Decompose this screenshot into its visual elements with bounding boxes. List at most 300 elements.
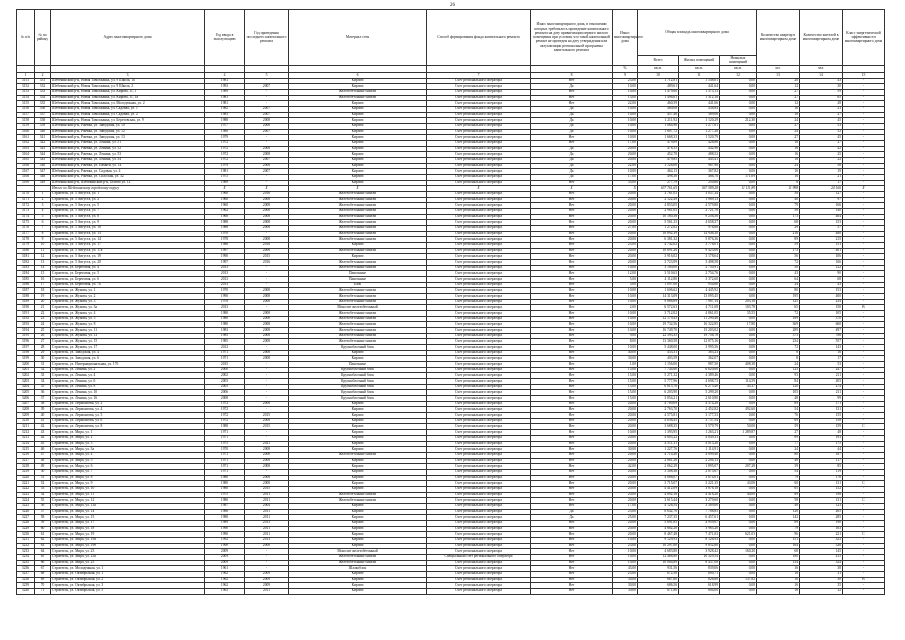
cell-wear-pct: 10,00 [613,311,638,317]
cell-area-total: 1 084,96 [638,123,679,129]
cell-wear-pct: 20,00 [613,214,638,220]
cell-year-built: 1980 [205,311,245,317]
cell-efficiency: - [843,333,885,339]
cell-year-last-repair: - [245,345,289,351]
cell-residents: 42 [800,146,843,152]
cell-n-raion: 55 [35,498,51,504]
cell-fund-method: Счет регионального оператора [427,322,531,328]
header-area-res: Жилых помещений [679,56,720,66]
cell-area-total: 457,46 [638,112,679,118]
cell-quarters: 89 [757,520,800,526]
cell-fund-method: Счет регионального оператора [427,106,531,112]
cell-residents: 323 [800,537,843,543]
cell-n-raion: 57 [35,509,51,515]
cell-fund-method: Счет регионального оператора [427,140,531,146]
cell-fund-method: Счет регионального оператора [427,509,531,515]
cell-wear-flag: Нет [531,373,613,379]
cell-year-last-repair: - [245,135,289,141]
cell-fund-method: Счет регионального оператора [427,362,531,368]
cell-wear-pct: 20,00 [613,469,638,475]
cell-area-nonres: 0,00 [720,220,757,226]
cell-efficiency: - [843,588,885,594]
cell-quarters: 24 [757,447,800,453]
cell-n-pp: 3234 [17,554,35,560]
cell-wear-flag: Да [531,174,613,180]
cell-efficiency: - [843,418,885,424]
cell-year-built: 1992 [205,537,245,543]
cell-residents: 97 [800,197,843,203]
cell-year-built: 1979 [205,163,245,169]
cell-wear-flag: Нет [531,322,613,328]
cell-n-pp: 3230 [17,532,35,538]
cell-address: Строитель, ул. Мира, ул. 23а [51,554,205,560]
cell-efficiency: - [843,537,885,543]
cell-n-raion: 58 [35,515,51,521]
cell-n-pp: 3164 [17,152,35,158]
cell-area-nonres: 0,00 [720,180,757,186]
cell-n-raion: 335 [35,101,51,107]
cell-wall-material: Кирпич [289,509,427,515]
cell-residents: 159 [800,424,843,430]
cell-wear-flag: Нет [531,248,613,254]
cell-fund-method: Счет регионального оператора [427,537,531,543]
cell-year-built: 1981 [205,95,245,101]
cell-residents: 57 [800,225,843,231]
cell-fund-method: Счет регионального оператора [427,396,531,402]
cell-efficiency: С [843,424,885,430]
cell-address: Строитель, ул. Мира, ул. 15 [51,515,205,521]
cell-n-pp: 3192 [17,316,35,322]
cell-wear-pct: 15,00 [613,396,638,402]
cell-year-last-repair: 2013 [245,537,289,543]
cell-wear-flag: Нет [531,362,613,368]
cell-efficiency: - [843,543,885,549]
cell-area-nonres: 0,00 [720,152,757,158]
cell-quarters: 68 [757,549,800,555]
cell-wall-material: Панельные [289,362,427,368]
cell-wear-flag: Да [531,106,613,112]
cell-residents: 234 [800,299,843,305]
cell-address: Шебекинский р-н, Новая Таволжанка, ул. Кирова, 11, 1 [51,89,205,95]
cell-address: Строитель, ул. Жукова, ул. 5 [51,316,205,322]
cell-address: Строитель, ул. Мира, ул. 13а [51,503,205,509]
cell-year-last-repair: 2008 [245,123,289,129]
cell-efficiency: - [843,214,885,220]
cell-area-total: 22 393,35 [638,333,679,339]
cell-n-pp: 3161 [17,135,35,141]
cell-area-res: 3 498,58 [679,260,720,266]
cell-area-res: 15 203,02 [679,328,720,334]
cell-residents: 404 [800,214,843,220]
cell-wall-material: Монолит железобетонный [289,305,427,311]
cell-wear-pct: 10,00 [613,89,638,95]
cell-wear-flag: Нет [531,242,613,248]
cell-address: Шебекинский р-н, Новая Таволжанка, ул. Березовская, ул. 9 [51,118,205,124]
cell-fund-method: Счет регионального оператора [427,163,531,169]
cell-efficiency: - [843,486,885,492]
cell-quarters: 24 [757,118,800,124]
cell-wall-material: Кирпич [289,401,427,407]
cell-wall-material: Шлакоблок [289,566,427,572]
cell-wear-flag: Нет [531,577,613,583]
cell-fund-method: Счет регионального оператора [427,384,531,390]
cell-wear-pct: 23,00 [613,543,638,549]
cell-quarters: 16 [757,566,800,572]
cell-area-total: 2 122,49 [638,197,679,203]
cell-fund-method: Счет регионального оператора [427,520,531,526]
cell-address: Строитель, ул. Лермонтова, ул. 8 [51,424,205,430]
cell-efficiency: - [843,277,885,283]
cell-year-last-repair: - [245,282,289,288]
cell-year-last-repair: 2008 [245,316,289,322]
cell-area-total: 7 237,35 [638,515,679,521]
cell-wear-flag: Нет [531,260,613,266]
cell-wear-pct: 30,00 [613,583,638,589]
cell-residents: 85 [800,464,843,470]
cell-address: Строитель, ул. Жукова, ул. 17 [51,345,205,351]
cell-wall-material: Железобетонные панели [289,328,427,334]
cell-residents: 45 [800,118,843,124]
cell-area-total: 460,59 [638,101,679,107]
cell-wear-pct: 20,00 [613,498,638,504]
cell-wear-flag: Нет [531,197,613,203]
cell-wear-pct: 25,00 [613,242,638,248]
cell-year-built: 1971 [205,435,245,441]
cell-n-pp: 3172 [17,203,35,209]
cell-n-pp: 3236 [17,566,35,572]
cell-residents: 140 [800,208,843,214]
cell-efficiency: - [843,350,885,356]
cell-area-total: 4 066,07 [638,475,679,481]
cell-residents: 99 [800,396,843,402]
cell-year-built: 1980 [205,316,245,322]
cell-wear-pct: 15,00 [613,373,638,379]
cell-area-nonres: 0,00 [720,191,757,197]
column-number: 3 [51,72,205,78]
cell-efficiency: - [843,396,885,402]
cell-efficiency: - [843,520,885,526]
cell-fund-method: Счет регионального оператора [427,350,531,356]
cell-quarters: 54 [757,407,800,413]
cell-year-built: 1972 [205,152,245,158]
table-row [17,588,885,594]
cell-n-pp: 3233 [17,549,35,555]
cell-year-last-repair: - [245,469,289,475]
cell-n-pp: 3165 [17,157,35,163]
cell-year-built: 1997 [205,260,245,266]
cell-address: Строитель, ул. Мира, ул. 14 [51,509,205,515]
cell-efficiency: - [843,265,885,271]
cell-n-pp: 3176 [17,225,35,231]
cell-residents: 59 [800,89,843,95]
cell-fund-method: Счет регионального оператора [427,135,531,141]
cell-wall-material: Кирпич [289,146,427,152]
cell-year-built: 1988 [205,220,245,226]
cell-wear-flag: Нет [531,191,613,197]
cell-n-raion: 66 [35,560,51,566]
cell-fund-method: Счет регионального оператора [427,526,531,532]
cell-year-last-repair: 2007 [245,84,289,90]
cell-address: Шебекинский р-н, Ржевка, ул. Ленина, ул. 53 [51,152,205,158]
cell-wear-flag: Нет [531,532,613,538]
cell-efficiency: - [843,140,885,146]
cell-fund-method: Счет регионального оператора [427,112,531,118]
cell-address: Строитель, ул. Интернациональная, ул. 17б [51,362,205,368]
cell-year-last-repair: 2007 [245,112,289,118]
cell-year-last-repair: 2009 [245,571,289,577]
cell-efficiency: - [843,118,885,124]
cell-wear-pct: 27,00 [613,225,638,231]
cell-wear-flag: Нет [531,333,613,339]
cell-wall-material: Кирпич [289,157,427,163]
cell-wall-material: Кирпич [289,112,427,118]
cell-n-pp: 3202 [17,373,35,379]
cell-residents: 131 [800,498,843,504]
cell-n-raion: 48 [35,458,51,464]
cell-n-raion: 8 [35,231,51,237]
cell-year-last-repair: - [245,367,289,373]
cell-residents: 400 [800,294,843,300]
cell-n-pp: 3154 [17,95,35,101]
cell-efficiency: - [843,288,885,294]
cell-wear-pct: 10,00 [613,135,638,141]
cell-wear-flag: Нет [531,271,613,277]
cell-area-res: 1 277,61 [679,123,720,129]
cell-area-nonres: 0,00 [720,203,757,209]
cell-area-total: 686,56 [638,583,679,589]
cell-wear-flag: Нет [531,430,613,436]
cell-wear-pct: 20,00 [613,413,638,419]
cell-address: Строитель, ул. Октябрьская, ул. 3 [51,583,205,589]
cell-year-last-repair: 2016 [245,260,289,266]
cell-area-total: 3 100,00 [638,265,679,271]
cell-area-total: 3 761,03 [638,191,679,197]
unit-area-res: кв.м. [679,65,720,72]
cell-quarters: 289 [757,328,800,334]
cell-year-last-repair: - [245,271,289,277]
cell-area-total: 10 691,20 [638,248,679,254]
cell-wear-flag: Нет [531,407,613,413]
cell-wear-flag: Нет [531,225,613,231]
cell-n-raion: 5 [35,214,51,220]
cell-n-raion: 20 [35,299,51,305]
cell-wear-flag: Нет [531,413,613,419]
cell-area-nonres: 0,00 [720,89,757,95]
cell-wear-flag: Нет [531,140,613,146]
cell-quarters: 16 [757,169,800,175]
cell-n-pp: 3220 [17,475,35,481]
cell-area-total: 498,36 [638,174,679,180]
cell-residents: 193 [800,435,843,441]
cell-area-total: 1 126,00 [638,163,679,169]
cell-area-total: 9 129,93 [638,537,679,543]
cell-year-last-repair: - [245,549,289,555]
cell-fund-method: Счет регионального оператора [427,277,531,283]
cell-area-total: 12 179,45 [638,316,679,322]
cell-area-res: 839,06 [679,566,720,572]
cell-quarters: 84 [757,379,800,385]
cell-year-last-repair: 2008 [245,543,289,549]
header-area-group: Общая площадь многоквартирного дома [638,10,757,56]
cell-wear-flag: Нет [531,390,613,396]
cell-n-pp: 3201 [17,367,35,373]
cell-efficiency: - [843,169,885,175]
cell-quarters: 79 [757,475,800,481]
cell-fund-method: Счет регионального оператора [427,418,531,424]
table-header [17,10,885,79]
cell-n-raion: 35 [35,384,51,390]
cell-year-last-repair: 2008 [245,452,289,458]
cell-quarters: 24 [757,282,800,288]
cell-efficiency: Х [843,186,885,192]
cell-wear-pct: 10,00 [613,169,638,175]
cell-area-nonres: 0,00 [720,396,757,402]
cell-wear-flag: Нет [531,101,613,107]
cell-area-res: 1 277,28 [679,129,720,135]
cell-efficiency: - [843,384,885,390]
cell-wear-pct: 20,00 [613,452,638,458]
cell-year-last-repair: 2008 [245,447,289,453]
cell-area-total: 464,13 [638,169,679,175]
cell-efficiency: - [843,328,885,334]
cell-wear-pct: 22,00 [613,101,638,107]
cell-n-pp: 3174 [17,214,35,220]
cell-year-built: 1975 [205,492,245,498]
cell-area-total: 5 561,33 [638,220,679,226]
cell-year-last-repair: 2008 [245,294,289,300]
cell-area-nonres: 0,00 [720,254,757,260]
cell-efficiency: - [843,180,885,186]
cell-fund-method: Счет регионального оператора [427,424,531,430]
cell-address: Шебекинский р-н, Ржевка, ул. Ленина, ул. 51 [51,140,205,146]
cell-year-built: 1980 [205,481,245,487]
cell-wall-material: Кирпич [289,418,427,424]
cell-year-built: 2009 [205,560,245,566]
cell-residents: 145 [800,549,843,555]
cell-year-built: 1986 [205,509,245,515]
cell-n-raion: 19 [35,294,51,300]
cell-wear-flag: Да [531,112,613,118]
cell-fund-method: Счет регионального оператора [427,260,531,266]
cell-fund-method: Счет регионального оператора [427,339,531,345]
cell-year-last-repair: 2007 [245,169,289,175]
cell-wall-material: Кирпич [289,458,427,464]
cell-quarters: 120 [757,509,800,515]
cell-quarters: 59 [757,242,800,248]
cell-quarters: 105 [757,390,800,396]
cell-year-built: 1979 [205,135,245,141]
cell-wall-material: Железобетонные панели [289,208,427,214]
cell-n-pp: 3232 [17,543,35,549]
cell-fund-method: Счет регионального оператора [427,373,531,379]
cell-year-built: 1985 [205,339,245,345]
cell-wear-pct: 20,00 [613,475,638,481]
cell-wear-pct: 8,00 [613,339,638,345]
cell-n-pp: 3200 [17,362,35,368]
cell-area-total: 6 815,70 [638,384,679,390]
cell-n-raion: 346 [35,163,51,169]
cell-year-built: 2006 [205,390,245,396]
cell-efficiency: - [843,101,885,107]
cell-area-nonres: 0,00 [720,566,757,572]
cell-area-total: 2 681,28 [638,458,679,464]
cell-year-last-repair: 2008 [245,333,289,339]
cell-n-raion: 340 [35,129,51,135]
cell-wear-flag: Нет [531,441,613,447]
cell-wear-pct: 20,00 [613,208,638,214]
cell-area-nonres: 171,09 [720,174,757,180]
cell-fund-method: Счет регионального оператора [427,435,531,441]
cell-quarters: 27 [757,430,800,436]
cell-area-nonres: 0,00 [720,537,757,543]
cell-area-nonres: 0,00 [720,78,757,84]
cell-wall-material: Кирпич [289,588,427,594]
cell-wear-flag: Нет [531,277,613,283]
cell-efficiency: - [843,282,885,288]
cell-n-pp: 3160 [17,129,35,135]
cell-address: Строитель, ул. Мира, ул. 2 [51,435,205,441]
cell-area-res: 16 322,85 [679,322,720,328]
cell-address: Строитель, ул. Береговая, ул. 4 [51,265,205,271]
cell-address: Строитель, ул. Мира, ул. 3а [51,447,205,453]
cell-year-last-repair: 2011 [245,515,289,521]
cell-area-res: 8 437,08 [679,560,720,566]
cell-n-raion: 60 [35,526,51,532]
cell-quarters: 27 [757,123,800,129]
cell-residents: 152 [800,486,843,492]
cell-quarters: 16 [757,112,800,118]
cell-area-res: 3 776,01 [679,242,720,248]
cell-wear-pct: 10,00 [613,288,638,294]
cell-wear-pct: 10,00 [613,294,638,300]
cell-wall-material: Кирпич [289,78,427,84]
cell-residents: 27 [800,112,843,118]
cell-n-raion: 45 [35,441,51,447]
cell-efficiency: - [843,441,885,447]
cell-wear-pct: 22,00 [613,163,638,169]
cell-quarters: 369 [757,322,800,328]
cell-efficiency: - [843,208,885,214]
cell-n-pp: 3239 [17,583,35,589]
cell-wear-flag: Да [531,515,613,521]
cell-wear-pct: 10,00 [613,537,638,543]
cell-n-raion: 332 [35,84,51,90]
cell-wear-pct: 20,00 [613,260,638,266]
cell-n-pp: 3209 [17,413,35,419]
cell-fund-method: Счет регионального оператора [427,498,531,504]
cell-residents: 221 [800,532,843,538]
cell-quarters: 125 [757,367,800,373]
cell-residents: 17 [800,180,843,186]
cell-residents: 17 [800,356,843,362]
cell-area-nonres: 103,78 [720,305,757,311]
cell-wear-flag: Нет [531,231,613,237]
cell-year-built: 1972 [205,146,245,152]
cell-area-res: 2 610,80 [679,396,720,402]
cell-residents: 166 [800,203,843,209]
cell-wall-material: Панельные [289,271,427,277]
cell-efficiency: - [843,401,885,407]
cell-n-pp: 3217 [17,458,35,464]
cell-residents: 24 166 [800,186,843,192]
cell-wall-material: Кирпич [289,577,427,583]
cell-area-total: 16 892,39 [638,231,679,237]
cell-year-built: 1972 [205,140,245,146]
cell-area-nonres: 0,00 [720,129,757,135]
header-quarters: Количество квартир в многоквартирном доме [757,10,800,66]
cell-wear-pct: 15,00 [613,384,638,390]
cell-fund-method: Счет регионального оператора [427,486,531,492]
